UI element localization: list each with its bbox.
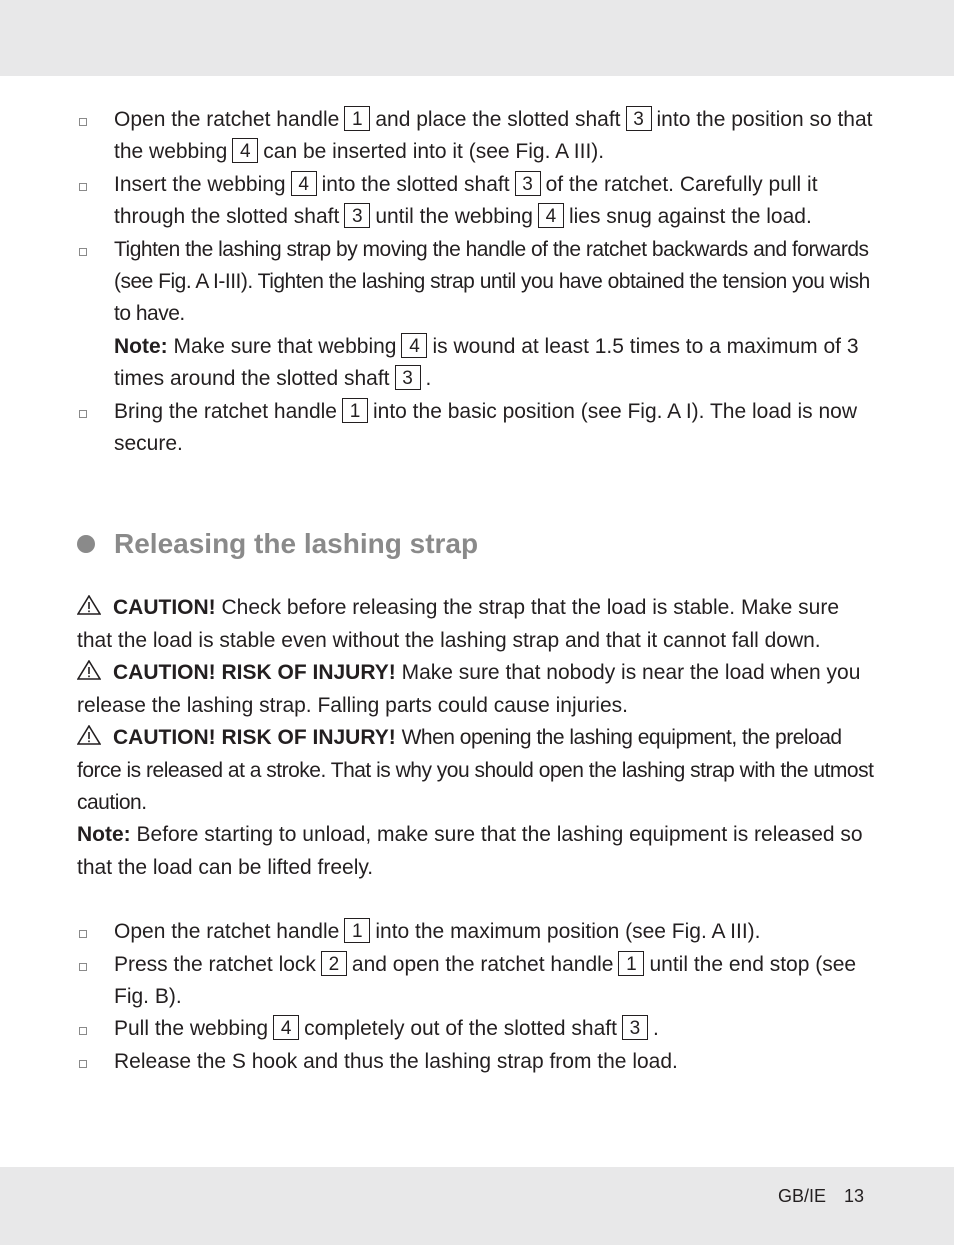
list-item — [77, 169, 877, 234]
step-text: Press the ratchet lock — [114, 952, 316, 976]
header-band — [0, 0, 954, 76]
checkbox-square-icon — [79, 1027, 87, 1035]
checkbox-square-icon — [79, 248, 87, 256]
caution-paragraph — [77, 722, 877, 819]
step-text: and open the ratchet handle — [351, 952, 614, 976]
caution-label: CAUTION! — [113, 596, 216, 620]
step-text: Bring the ratchet handle — [114, 399, 337, 423]
caution-text: Make sure that nobody is near the load when you release the lashing strap. Falling parts could cause injuries. — [77, 661, 861, 717]
step-text: Insert the webbing — [114, 172, 286, 196]
step-text: Tighten the lashing strap by moving the handle of the ratchet backwards and forwards (see Fig. A I-III). Tighten the lashing strap until you have obtained the tension you wish to have. — [114, 237, 870, 326]
note-text: . — [425, 367, 432, 391]
part-number-box: 2 — [321, 951, 347, 976]
note-text: is wound at least 1.5 times to a maximum of 3 times around the slotted shaft — [114, 334, 859, 391]
part-number-box: 1 — [618, 951, 644, 976]
region-label: GB/IE — [777, 1186, 826, 1206]
step-text: into the position so that the webbing — [114, 108, 873, 164]
part-number-box: 3 — [344, 203, 370, 228]
checkbox-square-icon — [79, 410, 87, 418]
part-number-box: 1 — [344, 106, 370, 131]
caution-paragraph — [77, 592, 877, 657]
note-paragraph — [77, 819, 877, 884]
part-number-box: 1 — [342, 398, 368, 423]
list-item — [77, 916, 877, 948]
checkbox-square-icon — [79, 118, 87, 126]
note-text: Before starting to unload, make sure that the lashing equipment is released so that the load can be lifted freely. — [77, 823, 863, 879]
step-text: of the ratchet. Carefully pull it through the slotted shaft — [114, 172, 818, 229]
part-number-box: 3 — [395, 365, 421, 390]
section-heading-text: Releasing the lashing strap — [114, 528, 479, 560]
part-number-box: 4 — [232, 138, 258, 163]
step-text: and place the slotted shaft — [375, 108, 621, 131]
step-text: until the end stop (see Fig. B). — [114, 952, 857, 1008]
part-number-box: 3 — [626, 106, 652, 131]
step-text: Open the ratchet handle — [114, 920, 340, 944]
step-text: until the webbing — [375, 205, 533, 229]
step-text: into the basic position (see Fig. A I). The load is now secure. — [114, 399, 858, 456]
caution-label: CAUTION! RISK OF INJURY! — [113, 661, 396, 685]
warning-triangle-icon — [77, 725, 101, 745]
step-text: Open the ratchet handle — [114, 108, 340, 131]
caution-text: When opening the lashing equipment, the preload force is released at a stroke. That is why you should open the lashing strap with the utmost caution. — [77, 726, 874, 814]
checkbox-square-icon — [79, 1060, 87, 1068]
part-number-box: 4 — [401, 333, 427, 358]
list-item — [77, 1046, 877, 1078]
circle-bullet-icon — [77, 535, 95, 553]
step-text: lies snug against the load. — [568, 205, 812, 229]
step-text: into the slotted shaft — [321, 172, 510, 196]
page-footer — [778, 1186, 864, 1207]
list-item — [77, 396, 877, 461]
page-content — [77, 104, 877, 1078]
checkbox-square-icon — [79, 963, 87, 971]
part-number-box: 3 — [622, 1015, 648, 1040]
warning-triangle-icon — [77, 660, 101, 680]
checkbox-square-icon — [79, 183, 87, 191]
warning-triangle-icon — [77, 595, 101, 615]
list-item — [77, 234, 877, 396]
caution-label: CAUTION! RISK OF INJURY! — [113, 726, 396, 750]
caution-paragraph — [77, 657, 877, 722]
note-text: Make sure that webbing — [173, 334, 397, 358]
part-number-box: 4 — [291, 171, 317, 196]
note-label: Note: — [114, 334, 168, 358]
step-text: Release the S hook and thus the lashing strap from the load. — [114, 1049, 678, 1073]
part-number-box: 1 — [344, 918, 370, 943]
part-number-box: 4 — [273, 1015, 299, 1040]
list-item — [77, 1013, 877, 1045]
part-number-box: 4 — [538, 203, 564, 228]
section-heading — [77, 524, 877, 564]
checkbox-square-icon — [79, 930, 87, 938]
note-label: Note: — [77, 823, 131, 847]
steps-list-bottom — [77, 916, 877, 1078]
step-text: into the maximum position (see Fig. A III). — [375, 920, 761, 944]
step-text: Pull the webbing — [114, 1017, 269, 1041]
list-item — [77, 949, 877, 1014]
page-number: 13 — [843, 1186, 864, 1206]
step-text: can be inserted into it (see Fig. A III). — [263, 140, 605, 164]
part-number-box: 3 — [515, 171, 541, 196]
caution-text: Check before releasing the strap that the load is stable. Make sure that the load is stable even without the lashing strap and that it cannot fall down. — [77, 596, 840, 652]
list-item — [77, 104, 877, 169]
steps-list-top — [77, 104, 877, 460]
step-text: . — [652, 1017, 659, 1041]
step-text: completely out of the slotted shaft — [304, 1017, 617, 1041]
spacer — [77, 884, 877, 916]
